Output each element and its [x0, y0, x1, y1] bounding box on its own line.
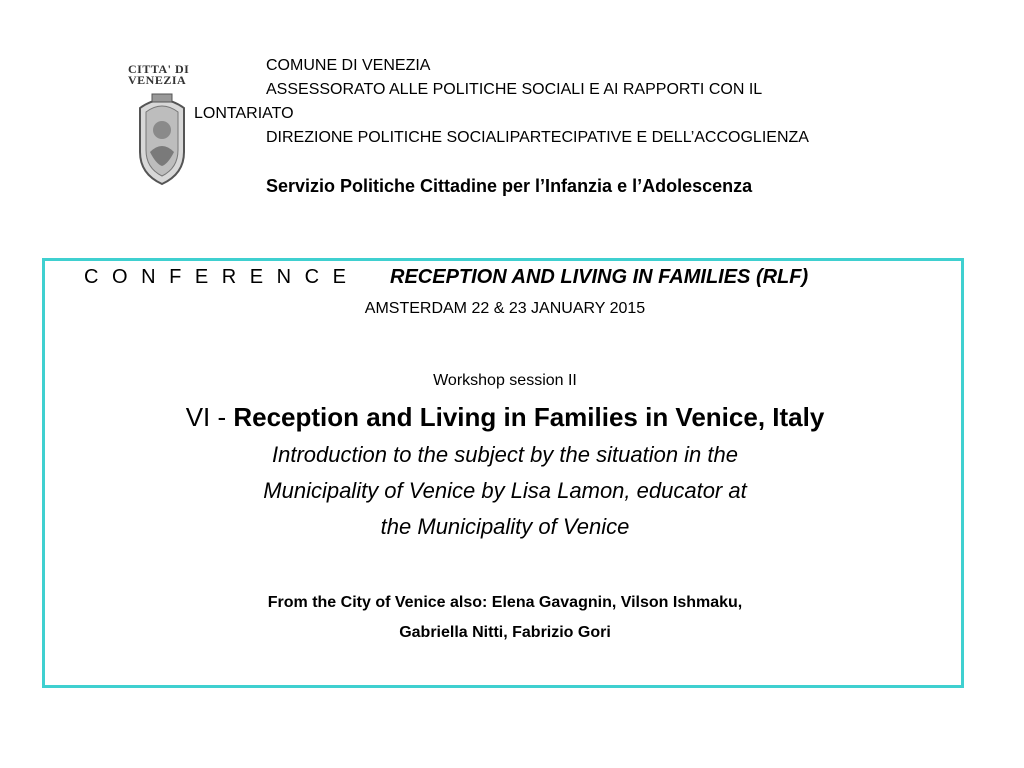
participants-line-1: From the City of Venice also: Elena Gavagnin, Vilson Ishmaku, [267, 594, 743, 611]
header-line-comune: COMUNE DI VENEZIA [266, 57, 431, 74]
conference-dates: AMSTERDAM 22 & 23 JANUARY 2015 [364, 300, 646, 317]
logo-text-line1: CITTA' DI [128, 62, 190, 76]
service-title: Servizio Politiche Cittadine per l’Infanzia e l’Adolescenza [266, 176, 753, 196]
workshop-title-prefix: VI - [185, 402, 234, 432]
intro-line-3: the Municipality of Venice [380, 514, 630, 539]
header-line-direzione: DIREZIONE POLITICHE SOCIALIPARTECIPATIVE E DELL’ACCOGLIENZA [266, 129, 809, 146]
header-line-lontariato: LONTARIATO [194, 105, 294, 122]
conference-title: RECEPTION AND LIVING IN FAMILIES (RLF) [390, 266, 809, 288]
header-line-assessorato: ASSESSORATO ALLE POLITICHE SOCIALI E AI RAPPORTI CON IL [266, 81, 763, 98]
city-logo [128, 64, 198, 190]
intro-line-2: Municipality of Venice by Lisa Lamon, educator at [263, 478, 747, 503]
workshop-title [0, 402, 1010, 433]
workshop-title-text: Reception and Living in Families in Venice, Italy [233, 402, 825, 432]
lion-shield-icon [134, 90, 190, 186]
workshop-session: Workshop session II [433, 372, 577, 389]
logo-text-line2: VENEZIA [128, 73, 187, 87]
conference-heading [0, 266, 1024, 292]
conference-label: C O N F E R E N C E [84, 266, 351, 288]
participants-line-2: Gabriella Nitti, Fabrizio Gori [399, 624, 611, 641]
intro-line-1: Introduction to the subject by the situation in the [272, 442, 738, 467]
